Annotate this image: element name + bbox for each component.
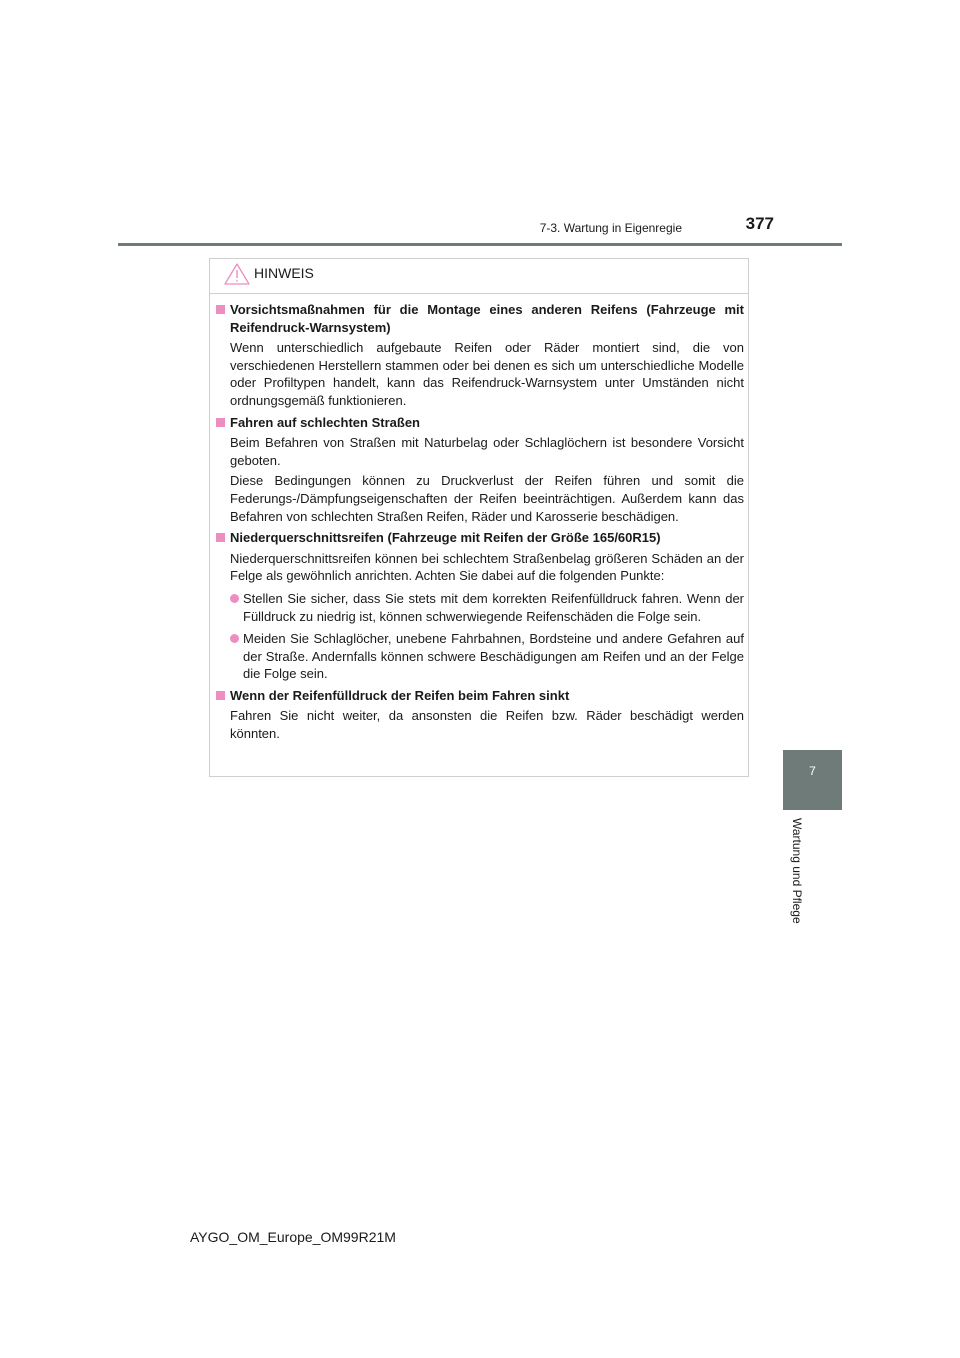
notice-paragraph: Wenn unterschiedlich aufgebaute Reifen oder Räder montiert sind, die von verschiedenen Herstellern stammen oder bei denen es sich um unterschiedliche Modelle oder Profiltypen handelt, kann das Reifendruck-Warnsystem unter Umständen nicht ordnungsgemäß funktionieren. [230, 340, 744, 408]
notice-bullet-text: Meiden Sie Schlaglöcher, unebene Fahrbahnen, Bordsteine und andere Gefahren auf der Straße. Andernfalls können schwere Beschädigungen am Reifen und an der Felge die Folge sein. [243, 631, 744, 682]
notice-bullet-text: Stellen Sie sicher, dass Sie stets mit dem korrekten Reifenfülldruck fahren. Wenn der Fülldruck zu niedrig ist, können schwerwiegende Reifenschäden die Folge sein. [243, 590, 744, 624]
warning-triangle-icon [224, 263, 250, 285]
notice-paragraph: Fahren Sie nicht weiter, da ansonsten die Reifen bzw. Räder beschädigt werden könnten. [230, 708, 744, 742]
chapter-title: Wartung und Pflege [790, 818, 804, 924]
notice-bullet-item [216, 590, 744, 625]
notice-section-title [216, 687, 744, 705]
square-bullet-icon [216, 533, 225, 542]
round-bullet-icon [230, 594, 239, 603]
notice-paragraph: Niederquerschnittsreifen können bei schlechtem Straßenbelag größeren Schäden an der Felge als gewöhnlich anrichten. Achten Sie dabei auf die folgenden Punkte: [230, 550, 744, 584]
notice-header [210, 259, 748, 294]
round-bullet-icon [230, 634, 239, 643]
square-bullet-icon [216, 691, 225, 700]
section-title: 7-3. Wartung in Eigenregie [539, 221, 682, 235]
notice-section-title-text: Fahren auf schlechten Straßen [230, 414, 420, 430]
notice-body [216, 301, 744, 747]
notice-section-title [216, 529, 744, 547]
notice-section-title-text: Wenn der Reifenfülldruck der Reifen beim Fahren sinkt [230, 687, 570, 703]
notice-section [216, 529, 744, 683]
notice-section-title-text: Vorsichtsmaßnahmen für die Montage eines anderen Reifens (Fahrzeuge mit Reifendruck-Warnsystem) [230, 302, 744, 335]
notice-bullet-item [216, 630, 744, 683]
notice-section-title [216, 301, 744, 336]
square-bullet-icon [216, 305, 225, 314]
chapter-tab [783, 750, 842, 810]
notice-section [216, 301, 744, 410]
notice-paragraph: Beim Befahren von Straßen mit Naturbelag oder Schlaglöchern ist besondere Vorsicht geboten. [230, 435, 744, 468]
document-id: AYGO_OM_Europe_OM99R21M [190, 1229, 396, 1245]
chapter-number: 7 [809, 764, 816, 778]
header-rule [118, 243, 842, 246]
notice-label: HINWEIS [254, 265, 314, 281]
square-bullet-icon [216, 418, 225, 427]
notice-section [216, 414, 744, 526]
notice-section-title-text: Niederquerschnittsreifen (Fahrzeuge mit Reifen der Größe 165/60R15) [230, 530, 661, 546]
notice-section-title [216, 414, 744, 432]
notice-box [209, 258, 749, 777]
notice-paragraph: Diese Bedingungen können zu Druckverlust der Reifen führen und somit die Federungs-/Dämpfungseigenschaften der Reifen beeinträchtigen. Außerdem kann das Befahren von schlechten Straßen Reifen, Räder und Karosserie beschädigen. [230, 473, 744, 524]
page-number: 377 [745, 214, 774, 233]
notice-section [216, 687, 744, 743]
